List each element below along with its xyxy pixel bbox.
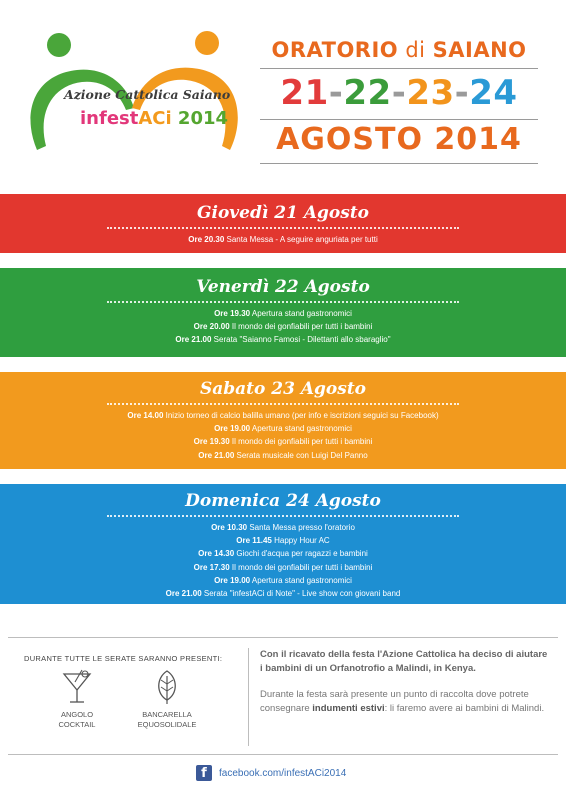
venue-title bbox=[256, 38, 542, 62]
event-time: Ore 14.00 bbox=[127, 411, 164, 420]
venue-title-a: ORATORIO bbox=[271, 38, 399, 62]
event-text: Apertura stand gastronomici bbox=[250, 424, 352, 434]
event-time: Ore 19.00 bbox=[214, 424, 251, 434]
event-line bbox=[0, 320, 566, 333]
amenity-label-line1: ANGOLO bbox=[60, 710, 94, 719]
infestaci-logo bbox=[22, 30, 252, 170]
venue-title-di: di bbox=[398, 38, 433, 62]
amenity-fair-trade-stall bbox=[122, 668, 212, 730]
date-separator: - bbox=[391, 73, 407, 113]
event-text: Giochi d'acqua per ragazzi e bambini bbox=[234, 549, 368, 559]
event-name-part1: infest bbox=[80, 108, 139, 129]
event-line bbox=[0, 574, 566, 587]
day-title: Domenica 24 Agosto bbox=[185, 491, 381, 511]
event-time: Ore 20.00 bbox=[193, 322, 230, 332]
event-line bbox=[0, 409, 566, 422]
amenity-label-line1: BANCARELLA bbox=[142, 710, 192, 719]
month-year: AGOSTO 2014 bbox=[276, 122, 522, 157]
day-section-thursday bbox=[0, 194, 566, 253]
info-box bbox=[8, 637, 558, 755]
event-time: Ore 10.30 bbox=[211, 523, 248, 532]
collection-text-post: : li faremo avere ai bambini di Malindi. bbox=[384, 703, 545, 714]
event-line bbox=[0, 534, 566, 547]
event-text: Il mondo dei gonfiabili per tutti i bambini bbox=[229, 562, 373, 572]
event-text: Serata "Saianno Famosi - Dilettanti allo sbaraglio" bbox=[211, 335, 391, 345]
event-line bbox=[0, 307, 566, 320]
dotted-divider bbox=[107, 515, 459, 517]
day-section-friday bbox=[0, 268, 566, 357]
event-dates bbox=[256, 73, 542, 113]
event-time: Ore 20.30 bbox=[188, 235, 225, 244]
facebook-link[interactable] bbox=[196, 764, 346, 782]
cocktail-glass-icon bbox=[60, 668, 94, 706]
vertical-divider bbox=[248, 648, 249, 746]
event-text: Apertura stand gastronomici bbox=[250, 309, 352, 318]
date-separator: - bbox=[328, 73, 344, 113]
event-text: Il mondo dei gonfiabili per tutti i bambini bbox=[229, 437, 373, 447]
event-line bbox=[0, 422, 566, 435]
amenity-label-line2: EQUOSOLIDALE bbox=[137, 720, 197, 729]
event-line bbox=[0, 333, 566, 346]
header-divider-middle bbox=[260, 119, 538, 120]
venue-title-b: SAIANO bbox=[432, 38, 527, 62]
charity-text: Con il ricavato della festa l'Azione Cattolica ha deciso di aiutare i bambini di un Orfanotrofio a Malindi, in Kenya. bbox=[260, 649, 548, 674]
date-2: 22 bbox=[343, 73, 392, 113]
event-line bbox=[0, 547, 566, 560]
amenity-label-line2: COCKTAIL bbox=[58, 720, 96, 729]
event-text: Inizio torneo di calcio balilla umano (per info e iscrizioni seguici su Facebook) bbox=[163, 411, 439, 420]
amenities-heading: DURANTE TUTTE LE SERATE SARANNO PRESENTI: bbox=[24, 654, 223, 663]
event-text: Serata "infestACi di Note" - Live show con giovani band bbox=[201, 589, 401, 599]
event-name bbox=[80, 108, 228, 129]
event-time: Ore 19.30 bbox=[214, 309, 251, 318]
date-1: 21 bbox=[280, 73, 329, 113]
event-text: Santa Messa - A seguire anguriata per tutti bbox=[224, 235, 378, 244]
event-text: Il mondo dei gonfiabili per tutti i bambini bbox=[229, 322, 373, 332]
collection-text-pre: Durante la festa sarà presente un punto di raccolta dove potrete consegnare bbox=[260, 689, 529, 714]
event-line bbox=[0, 521, 566, 534]
day-title: Giovedì 21 Agosto bbox=[196, 203, 370, 223]
event-text: Santa Messa presso l'oratorio bbox=[247, 523, 355, 532]
event-time: Ore 17.30 bbox=[193, 562, 230, 572]
event-line bbox=[0, 435, 566, 448]
event-line bbox=[0, 561, 566, 574]
header-divider-bottom bbox=[260, 163, 538, 164]
dotted-divider bbox=[107, 301, 459, 303]
dotted-divider bbox=[107, 227, 459, 229]
dotted-divider bbox=[107, 403, 459, 405]
event-text: Happy Hour AC bbox=[271, 536, 330, 546]
event-time: Ore 21.00 bbox=[175, 335, 212, 345]
day-section-sunday bbox=[0, 484, 566, 604]
leaf-icon bbox=[150, 668, 184, 706]
event-time: Ore 19.00 bbox=[214, 575, 251, 585]
amenity-cocktail bbox=[32, 668, 122, 730]
event-name-year: 2014 bbox=[171, 108, 229, 129]
event-time: Ore 21.00 bbox=[165, 589, 202, 599]
event-line bbox=[0, 449, 566, 462]
day-title: Venerdì 22 Agosto bbox=[196, 277, 370, 297]
date-3: 23 bbox=[406, 73, 455, 113]
day-title: Sabato 23 Agosto bbox=[199, 379, 367, 399]
event-line bbox=[0, 233, 566, 246]
event-time: Ore 21.00 bbox=[198, 450, 235, 460]
day-section-saturday bbox=[0, 372, 566, 469]
collection-text bbox=[260, 688, 550, 716]
event-line bbox=[0, 587, 566, 600]
date-separator: - bbox=[454, 73, 470, 113]
facebook-url[interactable]: facebook.com/infestACi2014 bbox=[219, 767, 347, 779]
header-title-block bbox=[256, 38, 542, 164]
event-time: Ore 11.45 bbox=[236, 536, 272, 546]
event-time: Ore 19.30 bbox=[193, 437, 230, 447]
event-text: Serata musicale con Luigi Del Panno bbox=[234, 450, 368, 460]
event-text: Apertura stand gastronomici bbox=[250, 575, 352, 585]
header-divider-top bbox=[260, 68, 538, 69]
facebook-icon: f bbox=[196, 765, 212, 781]
date-4: 24 bbox=[469, 73, 518, 113]
event-time: Ore 14.30 bbox=[198, 549, 235, 559]
association-name: Azione Cattolica Saiano bbox=[64, 87, 231, 102]
collection-text-bold: indumenti estivi bbox=[312, 703, 385, 714]
event-name-part2: ACi bbox=[138, 108, 172, 129]
